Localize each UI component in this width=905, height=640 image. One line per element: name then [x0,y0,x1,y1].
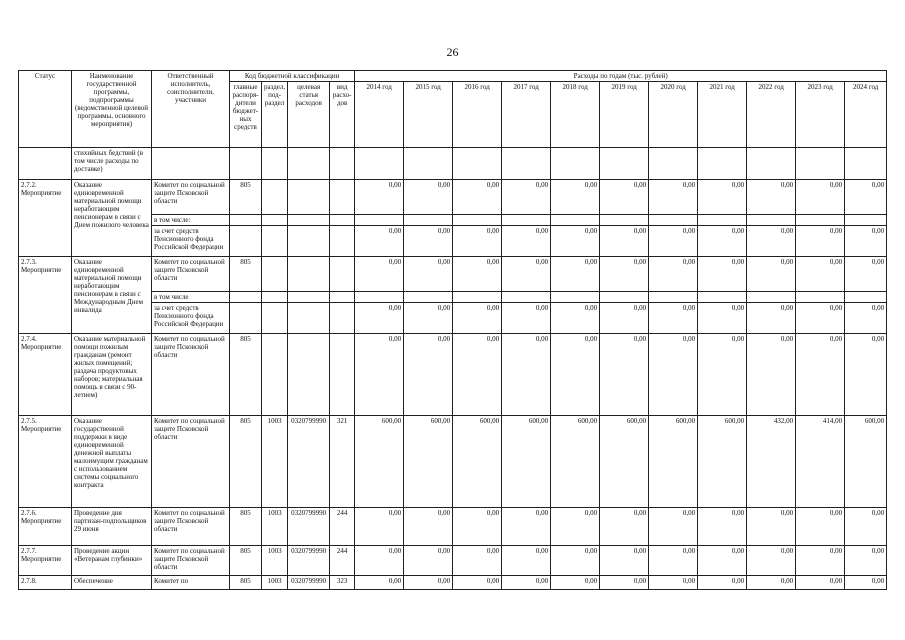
row-bcc-target: 0320799990 [288,576,330,590]
value-cell: 0,00 [698,303,747,334]
empty-cell [330,292,355,303]
empty-cell [288,215,330,226]
row-bcc-main: 805 [230,180,262,215]
value-cell: 600,00 [355,416,404,508]
table-row [19,576,887,590]
empty-cell [649,292,698,303]
empty-cell [404,292,453,303]
empty-cell [404,215,453,226]
header-bcc-group: Код бюджетной классификации [230,71,355,82]
table-row [19,180,887,215]
page-number: 26 [446,45,459,59]
header-bcc-target: целевая статья расходов [288,82,330,148]
budget-table [18,70,887,590]
value-cell: 0,00 [551,508,600,546]
empty-cell [355,215,404,226]
value-cell: 0,00 [502,576,551,590]
empty-cell [453,215,502,226]
empty-cell [230,292,262,303]
row-bcc-section: 1003 [262,546,288,576]
value-cell: 600,00 [698,416,747,508]
value-cell: 0,00 [698,508,747,546]
value-cell: 0,00 [502,334,551,416]
value-cell: 0,00 [502,546,551,576]
value-cell: 600,00 [551,416,600,508]
value-cell: 0,00 [845,508,887,546]
row-status: 2.7.2. Мероприятие [19,180,72,257]
row-bcc-section: 1003 [262,576,288,590]
empty-cell [747,292,796,303]
value-cell: 0,00 [453,226,502,257]
value-cell: 0,00 [698,334,747,416]
value-cell: 0,00 [453,546,502,576]
empty-cell [262,226,288,257]
empty-cell [649,215,698,226]
empty-cell [453,292,502,303]
value-cell: 0,00 [796,226,845,257]
header-bcc-main: главные распоря-дители бюджет-ных средств [230,82,262,148]
row-status: 2.7.4. Мероприятие [19,334,72,416]
value-cell: 0,00 [600,257,649,292]
value-cell: 0,00 [747,546,796,576]
header-year: 2021 год [698,82,747,148]
value-cell: 0,00 [453,303,502,334]
value-cell: 600,00 [404,416,453,508]
empty-cell [230,303,262,334]
value-cell: 0,00 [649,576,698,590]
empty-cell [600,215,649,226]
value-cell: 0,00 [747,508,796,546]
row-bcc-target: 0320799990 [288,508,330,546]
row-sub-executor: за счет средств Пенсионного фонда Российской Федерации [152,226,230,257]
header-year: 2018 год [551,82,600,148]
row-executor: Комитет по социальной защите Псковской области [152,546,230,576]
value-cell: 0,00 [502,508,551,546]
row-name: Оказание материальной помощи пожилым гражданам (ремонт жилых помещений; раздача продуктовых наборов; материальная помощь в связи с 90-летием) [72,334,152,416]
value-cell: 0,00 [355,576,404,590]
value-cell: 0,00 [453,257,502,292]
value-cell: 0,00 [698,576,747,590]
value-cell: 0,00 [845,180,887,215]
value-cell: 0,00 [551,257,600,292]
value-cell: 0,00 [796,257,845,292]
value-cell: 0,00 [502,257,551,292]
empty-cell [230,215,262,226]
value-cell: 414,00 [796,416,845,508]
row-bcc-target: 0320799990 [288,416,330,508]
value-cell: 600,00 [845,416,887,508]
value-cell: 0,00 [747,226,796,257]
value-cell: 0,00 [649,257,698,292]
row-status: 2.7.8. [19,576,72,590]
row-executor: Комитет по социальной защите Псковской области [152,180,230,215]
row-bcc-target [288,334,330,416]
row-bcc-section: 1003 [262,416,288,508]
value-cell: 0,00 [502,180,551,215]
value-cell: 0,00 [845,226,887,257]
row-status: 2.7.6. Мероприятие [19,508,72,546]
header-year: 2015 год [404,82,453,148]
value-cell: 0,00 [404,576,453,590]
header-bcc-section: раздел, под-раздел [262,82,288,148]
row-name: Обеспечение [72,576,152,590]
value-cell: 0,00 [551,546,600,576]
value-cell: 0,00 [698,226,747,257]
value-cell: 0,00 [502,226,551,257]
header-years-group: Расходы по годам (тыс. рублей) [355,71,887,82]
value-cell: 0,00 [845,546,887,576]
value-cell: 0,00 [355,257,404,292]
row-name: Оказание единовременной материальной помощи неработающим пенсионерам в связи с Международным Днем инвалида [72,257,152,334]
empty-cell [845,215,887,226]
row-bcc-main: 805 [230,334,262,416]
header-name: Наименование государственной программы, подпрограммы (ведомственной целевой программы, основного мероприятия) [72,71,152,148]
header-status: Статус [19,71,72,148]
value-cell: 0,00 [796,303,845,334]
value-cell: 0,00 [600,508,649,546]
value-cell: 600,00 [502,416,551,508]
value-cell: 0,00 [404,546,453,576]
value-cell: 0,00 [551,334,600,416]
value-cell: 0,00 [600,546,649,576]
row-bcc-type [330,334,355,416]
row-bcc-section [262,334,288,416]
row-name: Оказание государственной поддержки в виде единовременной денежной выплаты малоимущим гражданам с использованием системы социального контракта [72,416,152,508]
value-cell: 0,00 [355,180,404,215]
header-year: 2022 год [747,82,796,148]
value-cell: 0,00 [551,180,600,215]
row-bcc-target [288,180,330,215]
header-bcc-type: вид расхо-дов [330,82,355,148]
row-status: 2.7.7. Мероприятие [19,546,72,576]
value-cell: 0,00 [404,334,453,416]
row-bcc-main: 805 [230,546,262,576]
value-cell: 0,00 [600,226,649,257]
row-name: Проведение акции «Ветеранам глубинки» [72,546,152,576]
row-sub-executor: за счет средств Пенсионного фонда Российской Федерации [152,303,230,334]
value-cell: 0,00 [453,576,502,590]
value-cell: 0,00 [845,257,887,292]
continuation-name: стихийных бедствий (в том числе расходы по доставке) [72,148,152,180]
row-name: Проведение дня партизан-подпольщиков 29 июня [72,508,152,546]
empty-cell [262,215,288,226]
value-cell: 0,00 [698,257,747,292]
empty-cell [330,226,355,257]
value-cell: 0,00 [796,180,845,215]
value-cell: 0,00 [698,546,747,576]
empty-cell [551,292,600,303]
value-cell: 0,00 [649,546,698,576]
value-cell: 0,00 [453,508,502,546]
value-cell: 0,00 [355,508,404,546]
value-cell: 600,00 [453,416,502,508]
empty-cell [288,226,330,257]
row-bcc-main: 805 [230,508,262,546]
row-bcc-main: 805 [230,416,262,508]
row-executor: Комитет по [152,576,230,590]
value-cell: 0,00 [355,334,404,416]
value-cell: 0,00 [649,180,698,215]
value-cell: 0,00 [551,303,600,334]
row-bcc-main: 805 [230,257,262,292]
value-cell: 0,00 [600,180,649,215]
row-executor: Комитет по социальной защите Псковской области [152,334,230,416]
empty-cell [600,292,649,303]
value-cell: 0,00 [845,334,887,416]
header-year: 2024 год [845,82,887,148]
value-cell: 0,00 [747,180,796,215]
value-cell: 0,00 [747,257,796,292]
row-name: Оказание единовременной материальной помощи неработающим пенсионерам в связи с Днем пожилого человека [72,180,152,257]
row-status: 2.7.3. Мероприятие [19,257,72,334]
value-cell: 0,00 [355,226,404,257]
table-row [19,508,887,546]
empty-cell [288,292,330,303]
row-bcc-target: 0320799990 [288,546,330,576]
row-status: 2.7.5. Мероприятие [19,416,72,508]
row-bcc-type [330,180,355,215]
value-cell: 0,00 [649,303,698,334]
value-cell: 0,00 [404,508,453,546]
value-cell: 0,00 [747,334,796,416]
value-cell: 0,00 [796,334,845,416]
value-cell: 0,00 [796,576,845,590]
header-year: 2023 год [796,82,845,148]
row-bcc-section [262,257,288,292]
value-cell: 0,00 [404,226,453,257]
row-bcc-type: 244 [330,546,355,576]
empty-cell [330,303,355,334]
empty-cell [288,303,330,334]
empty-cell [796,215,845,226]
header-executor: Ответственный исполнитель, соисполнители, участники [152,71,230,148]
header-year: 2020 год [649,82,698,148]
empty-cell [262,303,288,334]
value-cell: 0,00 [649,334,698,416]
empty-cell [502,292,551,303]
value-cell: 0,00 [600,303,649,334]
value-cell: 0,00 [649,226,698,257]
row-bcc-section: 1003 [262,508,288,546]
empty-cell [698,292,747,303]
table-row [19,257,887,292]
row-executor: Комитет по социальной защите Псковской области [152,508,230,546]
value-cell: 0,00 [404,303,453,334]
value-cell: 0,00 [600,576,649,590]
value-cell: 600,00 [600,416,649,508]
row-bcc-type: 321 [330,416,355,508]
value-cell: 0,00 [355,546,404,576]
value-cell: 0,00 [502,303,551,334]
table-row [19,546,887,576]
row-bcc-main: 805 [230,576,262,590]
value-cell: 0,00 [845,576,887,590]
value-cell: 0,00 [600,334,649,416]
header-year: 2019 год [600,82,649,148]
header-year: 2016 год [453,82,502,148]
row-bcc-type: 323 [330,576,355,590]
value-cell: 432,00 [747,416,796,508]
row-bcc-section [262,180,288,215]
empty-cell [502,215,551,226]
row-bcc-type: 244 [330,508,355,546]
empty-cell [698,215,747,226]
empty-cell [330,215,355,226]
value-cell: 0,00 [551,226,600,257]
table-row [19,334,887,416]
header-year: 2017 год [502,82,551,148]
row-bcc-target [288,257,330,292]
value-cell: 0,00 [747,303,796,334]
empty-cell [845,292,887,303]
value-cell: 0,00 [649,508,698,546]
value-cell: 0,00 [404,257,453,292]
row-incl-label: в том числе [152,292,230,303]
value-cell: 0,00 [845,303,887,334]
value-cell: 0,00 [355,303,404,334]
value-cell: 0,00 [453,180,502,215]
table-row [19,416,887,508]
row-bcc-type [330,257,355,292]
empty-cell [551,215,600,226]
value-cell: 0,00 [453,334,502,416]
empty-cell [230,226,262,257]
value-cell: 0,00 [404,180,453,215]
empty-cell [262,292,288,303]
empty-cell [747,215,796,226]
empty-cell [355,292,404,303]
value-cell: 0,00 [796,546,845,576]
value-cell: 0,00 [698,180,747,215]
value-cell: 600,00 [649,416,698,508]
value-cell: 0,00 [551,576,600,590]
value-cell: 0,00 [747,576,796,590]
row-incl-label: в том числе: [152,215,230,226]
header-year: 2014 год [355,82,404,148]
row-executor: Комитет по социальной защите Псковской области [152,416,230,508]
row-executor: Комитет по социальной защите Псковской области [152,257,230,292]
value-cell: 0,00 [796,508,845,546]
empty-cell [796,292,845,303]
